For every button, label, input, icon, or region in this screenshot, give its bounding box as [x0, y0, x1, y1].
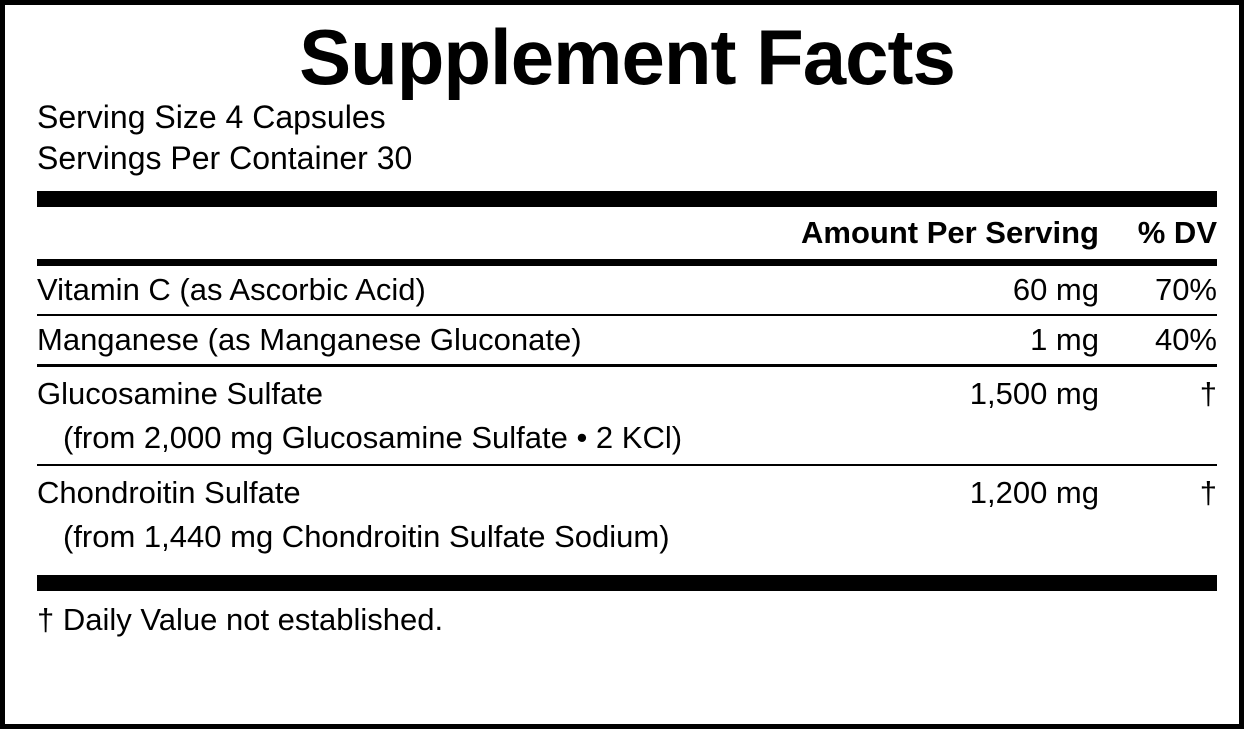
supplement-facts-content: [37, 13, 1217, 641]
nutrient-source-note: (from 1,440 mg Chondroitin Sulfate Sodium): [63, 518, 670, 554]
divider-thick-top: [37, 191, 1217, 207]
percent-dv-header: % DV: [1137, 214, 1217, 250]
nutrient-amount: 1 mg: [1030, 321, 1099, 357]
nutrient-dv: 70%: [1154, 271, 1217, 307]
nutrient-dv: †: [1199, 376, 1217, 412]
nutrient-name: Manganese (as Manganese Gluconate): [37, 321, 582, 357]
daily-value-footnote: † Daily Value not established.: [37, 602, 444, 638]
nutrient-name: Vitamin C (as Ascorbic Acid): [37, 271, 426, 307]
nutrient-dv: 40%: [1154, 321, 1217, 357]
nutrient-amount: 60 mg: [1012, 271, 1099, 307]
nutrient-name: Glucosamine Sulfate: [37, 376, 324, 412]
servings-per-container-text: Servings Per Container 30: [37, 140, 413, 177]
nutrient-amount: 1,500 mg: [969, 376, 1099, 412]
column-header-row: [37, 207, 1217, 259]
serving-size-text: Serving Size 4 Capsules: [37, 99, 386, 136]
divider-medium-under-header: [37, 259, 1217, 266]
table-row: [37, 367, 1217, 418]
page-title: Supplement Facts: [299, 13, 955, 101]
nutrient-name: Chondroitin Sulfate: [37, 475, 301, 511]
divider-thick-bottom: [37, 575, 1217, 591]
nutrient-dv: †: [1199, 475, 1217, 511]
nutrient-source-note: (from 2,000 mg Glucosamine Sulfate • 2 KCl): [63, 419, 683, 455]
amount-per-serving-header: Amount Per Serving: [801, 214, 1099, 250]
table-row: [37, 466, 1217, 517]
table-row: [37, 266, 1217, 314]
nutrient-amount: 1,200 mg: [969, 475, 1099, 511]
table-row: [37, 316, 1217, 364]
